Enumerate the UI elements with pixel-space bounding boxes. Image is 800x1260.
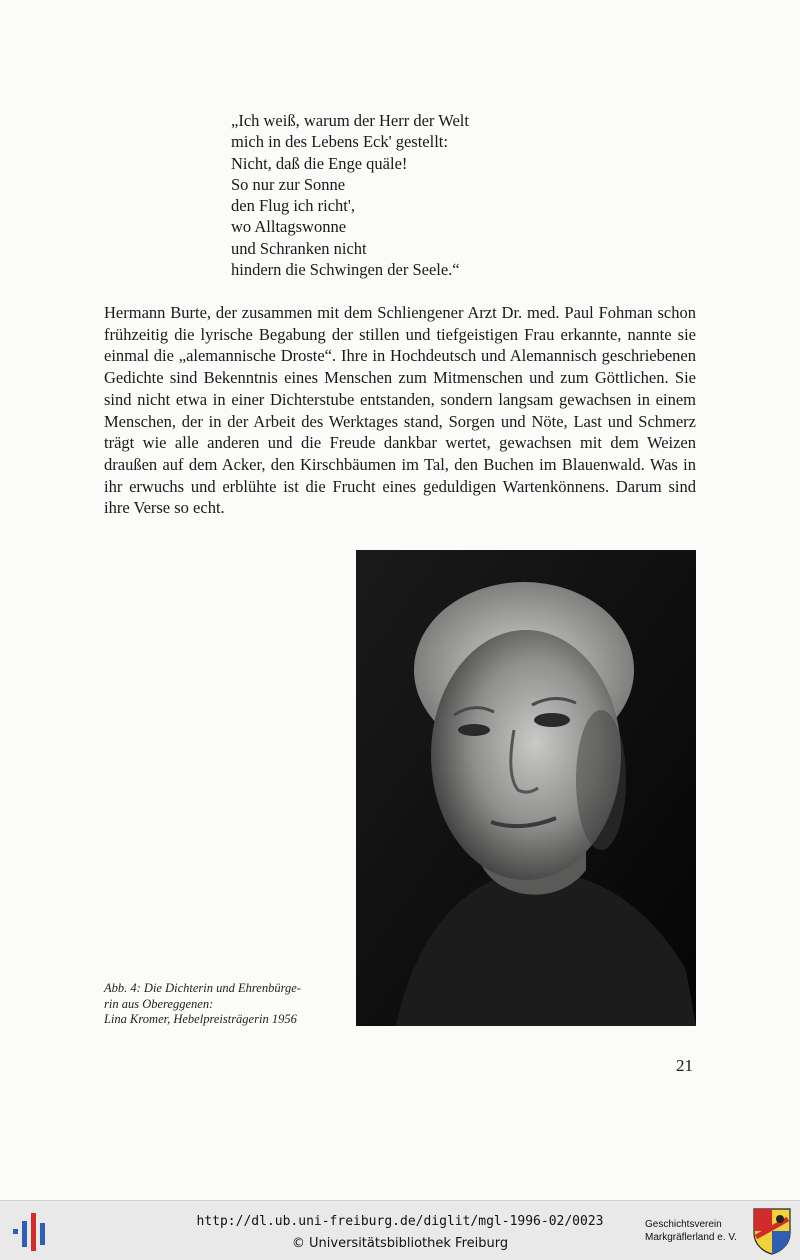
caption-line: Abb. 4: Die Dichterin und Ehrenbürge- (104, 981, 301, 995)
portrait-illustration (356, 550, 696, 1026)
portrait-photo (356, 550, 696, 1026)
poem-line: mich in des Lebens Eck' gestellt: (231, 132, 448, 152)
document-url-link[interactable]: http://dl.ub.uni-freiburg.de/diglit/mgl-1996-02/0023 (196, 1214, 604, 1229)
body-paragraph: Hermann Burte, der zusammen mit dem Schliengener Arzt Dr. med. Paul Fohman schon frühzeitig die lyrische Begabung der stillen und tiefgeistigen Frau erkannte, nannte sie einmal die „alemannische Droste“. Ihre in Hochdeutsch und Alemannisch geschriebenen Gedichte sind Bekenntnis eines Menschen zum Mitmenschen und zum Göttlichen. Sie sind nicht etwa in einer Dichterstube entstanden, sondern langsam gewachsen in einem Menschen, der in der Arbeit des Werktages stand, Sorgen und Nöte, Last und Schmerz trägt wie alle anderen und die Freude dankbar wertet, gewachsen mit dem Weizen draußen auf dem Acker, den Kirschbäumen im Tal, den Buchen im Blauenwald. Was in ihr erwuchs und erblühte ist die Frucht eines geduldigen Wartenkönnens. Darum sind ihre Verse so echt. (104, 303, 696, 518)
coat-of-arms-icon[interactable] (752, 1207, 792, 1255)
poem-line: hindern die Schwingen der Seele.“ (231, 260, 460, 280)
caption-line: rin aus Obereggenen: (104, 996, 214, 1011)
caption-line: Lina Kromer, Hebelpreisträgerin 1956 (104, 1012, 297, 1026)
page-number: 21 (676, 1056, 693, 1075)
poem-line: So nur zur Sonne (231, 174, 346, 194)
poem-line: „Ich weiß, warum der Herr der Welt (231, 111, 469, 130)
society-name-line2: Markgräflerland e. V. (645, 1232, 737, 1243)
society-name-line1: Geschichtsverein (645, 1219, 722, 1230)
poem-line: und Schranken nicht (231, 238, 367, 258)
poem-line: Nicht, daß die Enge quäle! (231, 153, 408, 173)
poem (231, 110, 469, 280)
poem-line: den Flug ich richt', (231, 196, 355, 216)
copyright-text: © Universitätsbibliothek Freiburg (291, 1236, 509, 1251)
poem-line: wo Alltagswonne (231, 217, 347, 237)
figure-caption (104, 981, 354, 1028)
viewer-footer (0, 1200, 800, 1260)
society-name (645, 1218, 737, 1244)
